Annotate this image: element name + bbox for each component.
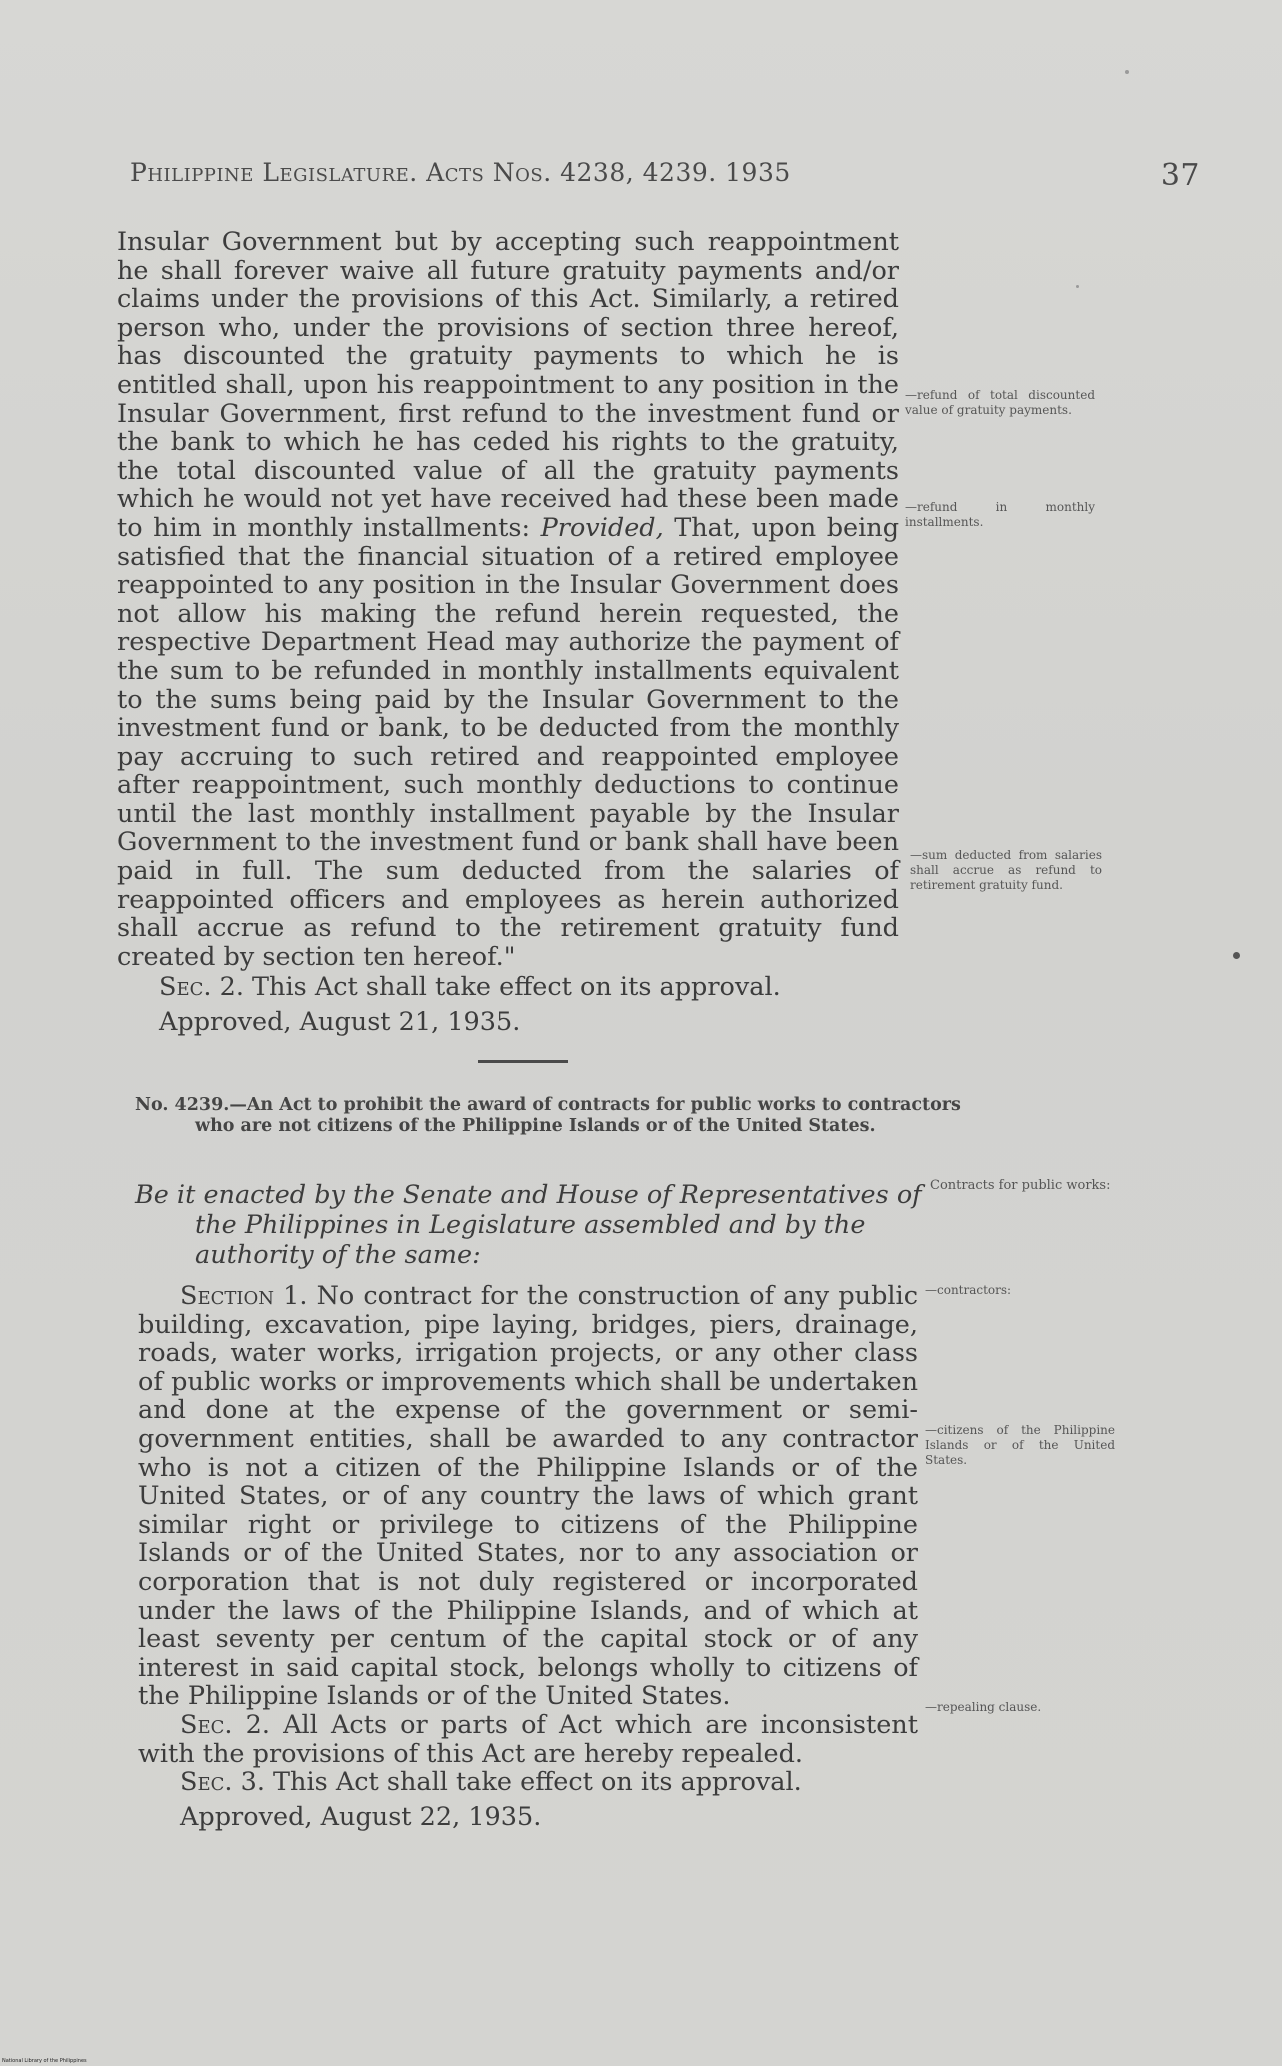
act-4238-text: Insular Government but by accepting such reappointment he shall forever waive all future gratuity payments and/or claims under the provisions of this Act. Similarly, a retired person who, under the provisions of section three hereof, has discounted the gratuity payments to which he is entitled shall, upon his reappointment to any position in the Insular Government, first refund to the investment fund or the bank to which he has ceded his rights to the gratuity, the total discounted value of all the gratuity payments which he would not yet have received had these been made to him in monthly installments:	[117, 227, 899, 543]
act-4238-approval: Approved, August 21, 1935.	[159, 1007, 521, 1038]
act-4239-section-2	[138, 1711, 918, 1768]
scan-credit: National Library of the Philippines	[2, 2058, 87, 2064]
section-label: Sec. 2.	[180, 1709, 270, 1740]
running-title: Philippine Legislature. Acts Nos. 4238, 4239. 1935	[130, 158, 791, 187]
margin-note-refund-monthly: —refund in monthly installments.	[905, 500, 1095, 529]
margin-note-citizens: —citizens of the Philippine Islands or of the United States.	[925, 1423, 1115, 1467]
margin-note-refund-total: —refund of total discounted value of gratuity payments.	[905, 388, 1095, 417]
act-4238-text-continued: That, upon being satisfied that the financial situation of a retired employee reappointed to any position in the Insular Government does not allow his making the refund herein requested, the respective Department Head may authorize the payment of the sum to be refunded in monthly installments equivalent to the sums being paid by the Insular Government to the investment fund or bank, to be deducted from the monthly pay accruing to such retired and reappointed employee after reappointment, such monthly deductions to continue until the last monthly installment payable by the Insular Government to the investment fund or bank shall have been paid in full. The sum deducted from the salaries of reappointed officers and employees as herein authorized shall accrue as refund to the retirement gratuity fund created by section ten hereof."	[117, 512, 900, 972]
margin-note-sum-deducted: —sum deducted from salaries shall accrue as refund to retirement gratuity fund.	[910, 848, 1102, 892]
provided-word: Provided,	[540, 512, 664, 543]
scan-speck	[1233, 952, 1240, 959]
margin-note-contracts: Contracts for public works:	[930, 1178, 1111, 1193]
section-divider	[478, 1060, 568, 1063]
act-4238-section-2	[117, 973, 899, 1002]
page-header	[130, 158, 1200, 198]
act-4238-body	[117, 228, 899, 1037]
section-text: This Act shall take effect on its approval.	[252, 972, 781, 1003]
section-label: Sec. 2.	[159, 972, 244, 1003]
section-text: All Acts or parts of Act which are inconsistent with the provisions of this Act are hereby repealed.	[138, 1709, 918, 1769]
act-4239-section-1	[138, 1282, 918, 1711]
margin-note-contractors: —contractors:	[925, 1283, 1012, 1297]
section-label: Sec. 3.	[180, 1767, 265, 1798]
act-4239-body	[138, 1282, 918, 1831]
page-number: 37	[1160, 158, 1200, 193]
act-4239-approval: Approved, August 22, 1935.	[180, 1801, 542, 1832]
scan-speck	[1076, 285, 1079, 288]
enacting-clause: Be it enacted by the Senate and House of Representatives of the Philippines in Legislature assembled and by the authority of the same:	[135, 1180, 922, 1270]
section-text: No contract for the construction of any public building, excavation, pipe laying, bridges, piers, drainage, roads, water works, irrigation projects, or any other class of public works or improvements which shall be undertaken and done at the expense of the government or semi-government entities, shall be awarded to any contractor who is not a citizen of the Philippine Islands or of the United States, or of any country the laws of which grant similar right or privilege to citizens of the Philippine Islands or of the United States, nor to any association or corporation that is not duly registered or incorporated under the laws of the Philippine Islands, and of which at least seventy per centum of the capital stock or of any interest in said capital stock, belongs wholly to citizens of the Philippine Islands or of the United States.	[138, 1281, 918, 1712]
margin-note-repealing: —repealing clause.	[925, 1700, 1042, 1714]
act-4239-title: No. 4239.—An Act to prohibit the award of contracts for public works to contractors who are not citizens of the Philippine Islands or of the United States.	[135, 1095, 961, 1136]
scan-speck	[1125, 70, 1129, 74]
section-label: Section 1.	[180, 1281, 308, 1311]
act-4239-section-3	[138, 1768, 918, 1797]
act-4238-paragraph	[117, 228, 899, 971]
section-text: This Act shall take effect on its approval.	[273, 1767, 802, 1798]
